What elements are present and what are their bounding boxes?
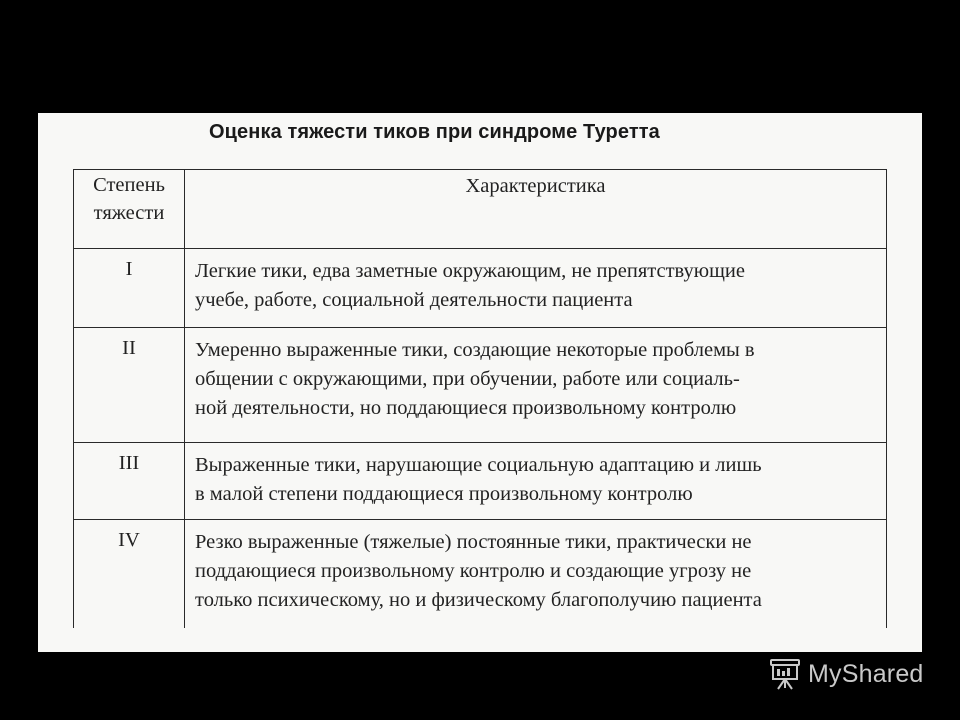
document-page [38,113,922,652]
degree-cell: II [74,328,185,443]
description-line: учебе, работе, социальной деятельности пациента [195,289,633,311]
description-cell [185,249,887,328]
degree-cell: IV [74,520,185,629]
description-line: Резко выраженные (тяжелые) постоянные тики, практически не [195,531,752,553]
header-degree [74,170,185,249]
watermark-text: MyShared [808,659,924,688]
description-line: Легкие тики, едва заметные окружающим, не препятствующие [195,260,745,282]
table-row [74,328,887,443]
header-degree-line-1: Степень [93,174,165,196]
description-line: в малой степени поддающиеся произвольному контролю [195,483,693,505]
presentation-board-icon [768,657,802,691]
table-row [74,249,887,328]
description-cell [185,520,887,629]
description-line: поддающиеся произвольному контролю и создающие угрозу не [195,560,752,582]
description-line: Выраженные тики, нарушающие социальную адаптацию и лишь [195,454,762,476]
degree-cell: I [74,249,185,328]
watermark [768,656,924,692]
description-line: Умеренно выраженные тики, создающие некоторые проблемы в [195,339,755,361]
description-line: общении с окружающими, при обучении, работе или социаль- [195,368,740,390]
table-row [74,443,887,520]
degree-cell: III [74,443,185,520]
table-header-row [74,170,887,249]
severity-table [73,169,887,628]
table-row [74,520,887,629]
header-degree-line-2: тяжести [93,202,165,224]
description-line: только психическому, но и физическому благополучию пациента [195,589,762,611]
table-title: Оценка тяжести тиков при синдроме Туретта [209,121,660,143]
description-line: ной деятельности, но поддающиеся произвольному контролю [195,397,737,419]
description-cell [185,328,887,443]
description-cell [185,443,887,520]
header-description: Характеристика [185,170,887,249]
